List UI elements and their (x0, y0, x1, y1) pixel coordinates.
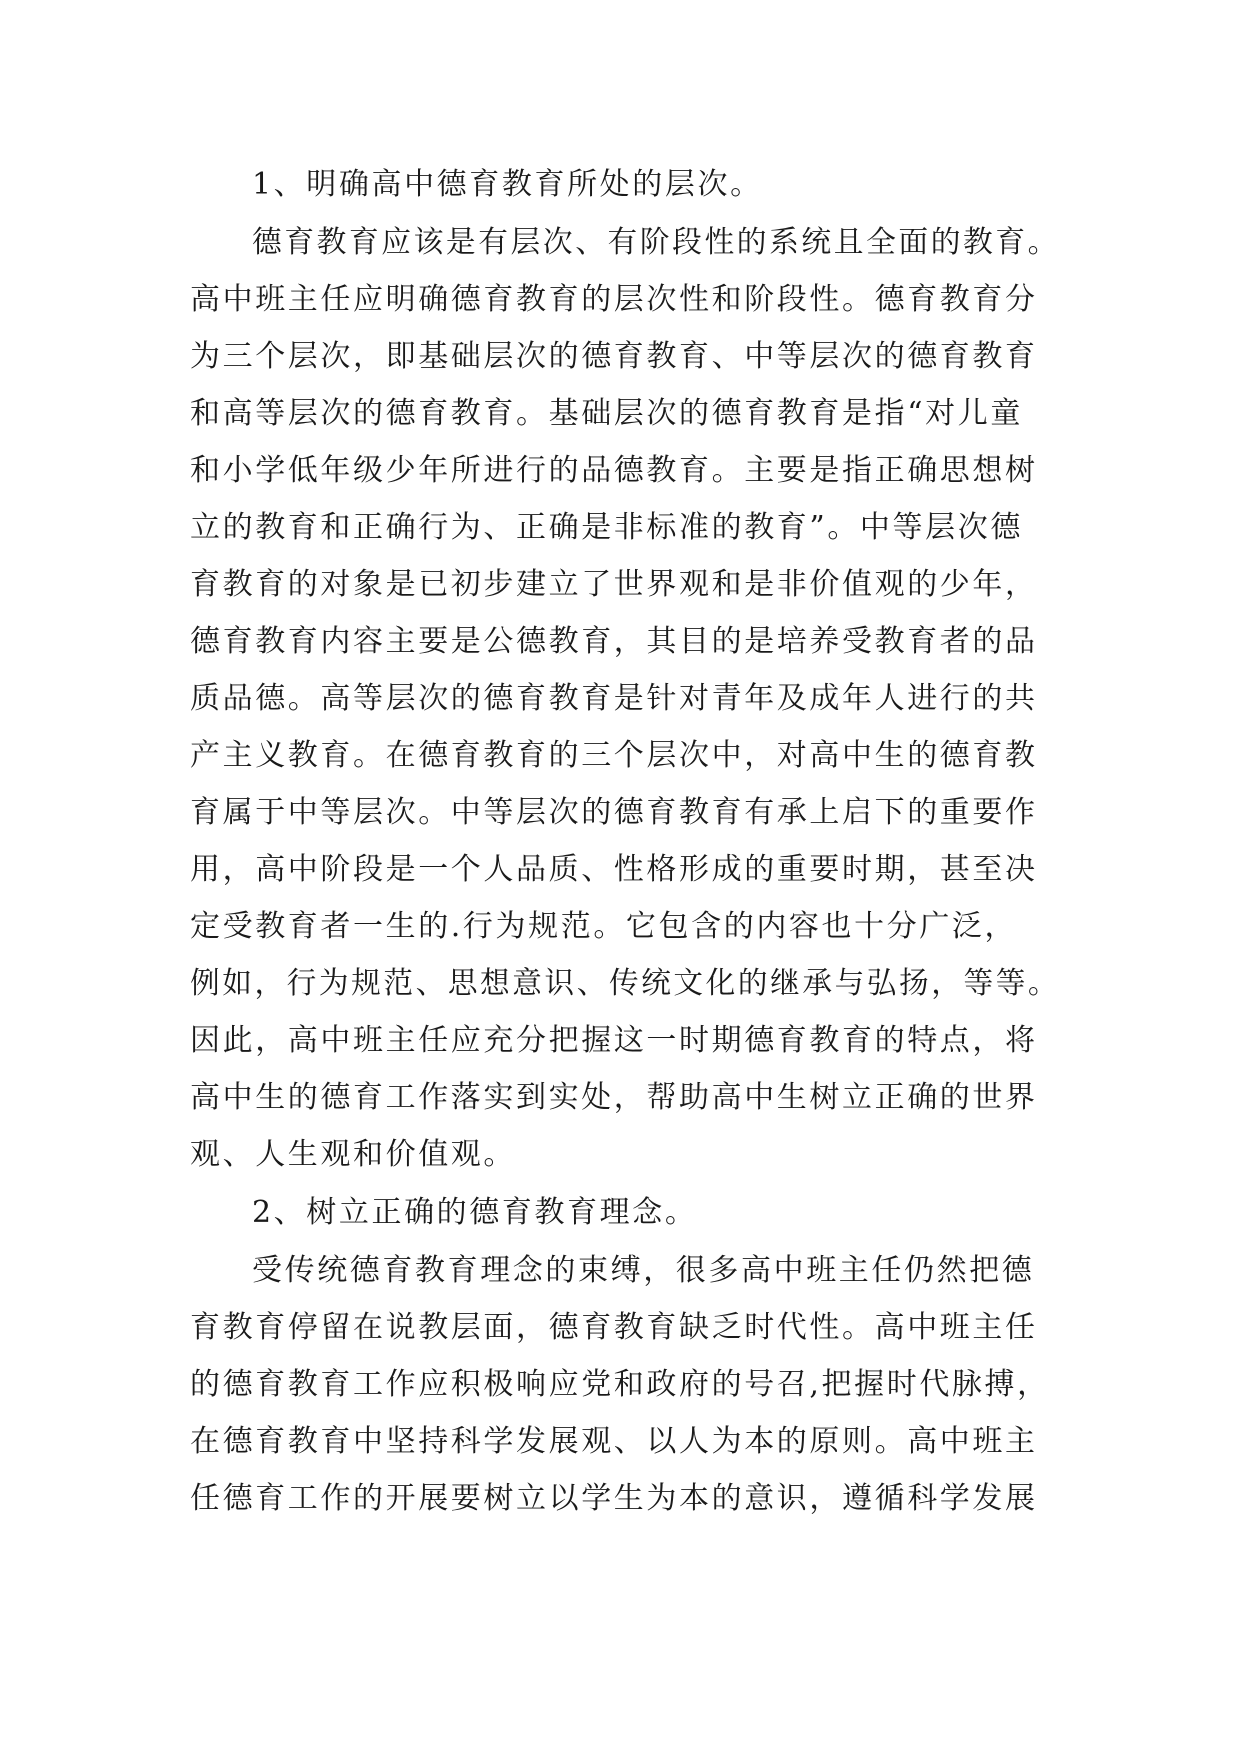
paragraph-line: 为三个层次，即基础层次的德育教育、中等层次的德育教育 (190, 339, 1038, 374)
paragraph-line: 育属于中等层次。中等层次的德育教育有承上启下的重要作 (190, 795, 1038, 830)
paragraph-line: 因此，高中班主任应充分把握这一时期德育教育的特点，将 (190, 1023, 1038, 1058)
section-heading-2: 2、树立正确的德育教育理念。 (252, 1195, 698, 1230)
paragraph-line: 德育教育内容主要是公德教育，其目的是培养受教育者的品 (190, 624, 1038, 659)
paragraph-line: 立的教育和正确行为、正确是非标准的教育”。中等层次德 (190, 510, 1023, 545)
paragraph-line: 用，高中阶段是一个人品质、性格形成的重要时期，甚至决 (190, 852, 1038, 887)
paragraph-line: 和小学低年级少年所进行的品德教育。主要是指正确思想树 (190, 453, 1038, 488)
paragraph-line: 的德育教育工作应积极响应党和政府的号召,把握时代脉搏， (190, 1367, 1050, 1402)
paragraph-line: 受传统德育教育理念的束缚，很多高中班主任仍然把德 (252, 1253, 1035, 1288)
paragraph-line: 任德育工作的开展要树立以学生为本的意识，遵循科学发展 (190, 1481, 1038, 1516)
paragraph-line: 高中生的德育工作落实到实处，帮助高中生树立正确的世界 (190, 1080, 1038, 1115)
paragraph-line: 观、人生观和价值观。 (190, 1137, 516, 1172)
paragraph-line: 育教育的对象是已初步建立了世界观和是非价值观的少年， (190, 567, 1038, 602)
paragraph-line: 育教育停留在说教层面，德育教育缺乏时代性。高中班主任 (190, 1310, 1038, 1345)
paragraph-line: 质品德。高等层次的德育教育是针对青年及成年人进行的共 (190, 681, 1038, 716)
paragraph-line: 和高等层次的德育教育。基础层次的德育教育是指“对儿童 (190, 396, 1023, 431)
paragraph-line: 产主义教育。在德育教育的三个层次中，对高中生的德育教 (190, 738, 1038, 773)
paragraph-line: 德育教育应该是有层次、有阶段性的系统且全面的教育。 (252, 225, 1060, 260)
paragraph-line: 高中班主任应明确德育教育的层次性和阶段性。德育教育分 (190, 282, 1038, 317)
paragraph-line: 在德育教育中坚持科学发展观、以人为本的原则。高中班主 (190, 1424, 1038, 1459)
paragraph-line: 定受教育者一生的.行为规范。它包含的内容也十分广泛， (190, 909, 1018, 944)
section-heading-1: 1、明确高中德育教育所处的层次。 (252, 167, 763, 202)
paragraph-line: 例如，行为规范、思想意识、传统文化的继承与弘扬，等等。 (190, 966, 1061, 1001)
